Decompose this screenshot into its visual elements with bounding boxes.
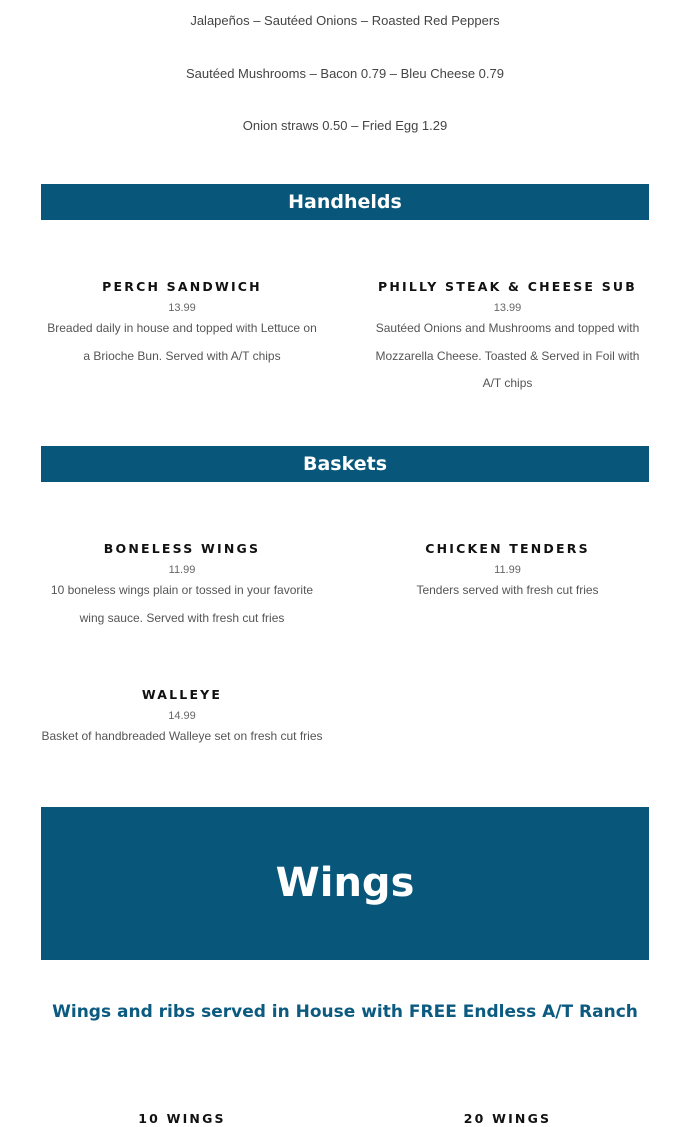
item-description: Breaded daily in house and topped with Lettuce on a Brioche Bun. Served with A/T chips bbox=[47, 321, 317, 363]
menu-item-chicken-tenders bbox=[366, 541, 649, 605]
item-price: 11.99 bbox=[168, 564, 196, 576]
item-price: 11.99 bbox=[494, 564, 521, 576]
toppings-line-2: Sautéed Mushrooms – Bacon 0.79 – Bleu Cheese 0.79 bbox=[186, 66, 504, 81]
item-price: 13.99 bbox=[493, 302, 522, 314]
item-description: 10 boneless wings plain or tossed in your favorite wing sauce. Served with fresh cut fries bbox=[50, 583, 314, 625]
menu-item-20-wings bbox=[366, 1111, 649, 1127]
item-name: BONELESS WINGS bbox=[103, 541, 261, 556]
toppings-line-3: Onion straws 0.50 – Fried Egg 1.29 bbox=[242, 118, 448, 133]
menu-item-10-wings bbox=[41, 1111, 323, 1127]
item-description: Sautéed Onions and Mushrooms and topped with Mozzarella Cheese. Toasted & Served in Foil with A/T chips bbox=[375, 321, 640, 390]
section-header-baskets: Baskets bbox=[41, 446, 649, 482]
menu-item-philly-steak-cheese-sub bbox=[366, 279, 649, 398]
toppings-line-1: Jalapeños – Sautéed Onions – Roasted Red Peppers bbox=[190, 13, 500, 28]
item-name: 20 WINGS bbox=[463, 1111, 552, 1126]
item-price: 13.99 bbox=[168, 302, 196, 314]
section-header-handhelds: Handhelds bbox=[41, 184, 649, 220]
item-name: WALLEYE bbox=[141, 687, 223, 702]
item-name: CHICKEN TENDERS bbox=[425, 541, 590, 556]
item-name: PHILLY STEAK & CHEESE SUB bbox=[378, 279, 637, 294]
menu-item-boneless-wings bbox=[41, 541, 323, 632]
item-description: Basket of handbreaded Walleye set on fresh cut fries bbox=[41, 729, 323, 743]
item-description: Tenders served with fresh cut fries bbox=[416, 583, 599, 597]
item-price: 14.99 bbox=[168, 710, 196, 722]
item-name: PERCH SANDWICH bbox=[102, 279, 262, 294]
wings-note: Wings and ribs served in House with FREE Endless A/T Ranch bbox=[52, 1002, 638, 1022]
section-header-wings: Wings bbox=[41, 807, 649, 960]
item-name: 10 WINGS bbox=[138, 1111, 226, 1126]
menu-item-perch-sandwich bbox=[41, 279, 323, 370]
menu-item-walleye bbox=[41, 687, 323, 751]
